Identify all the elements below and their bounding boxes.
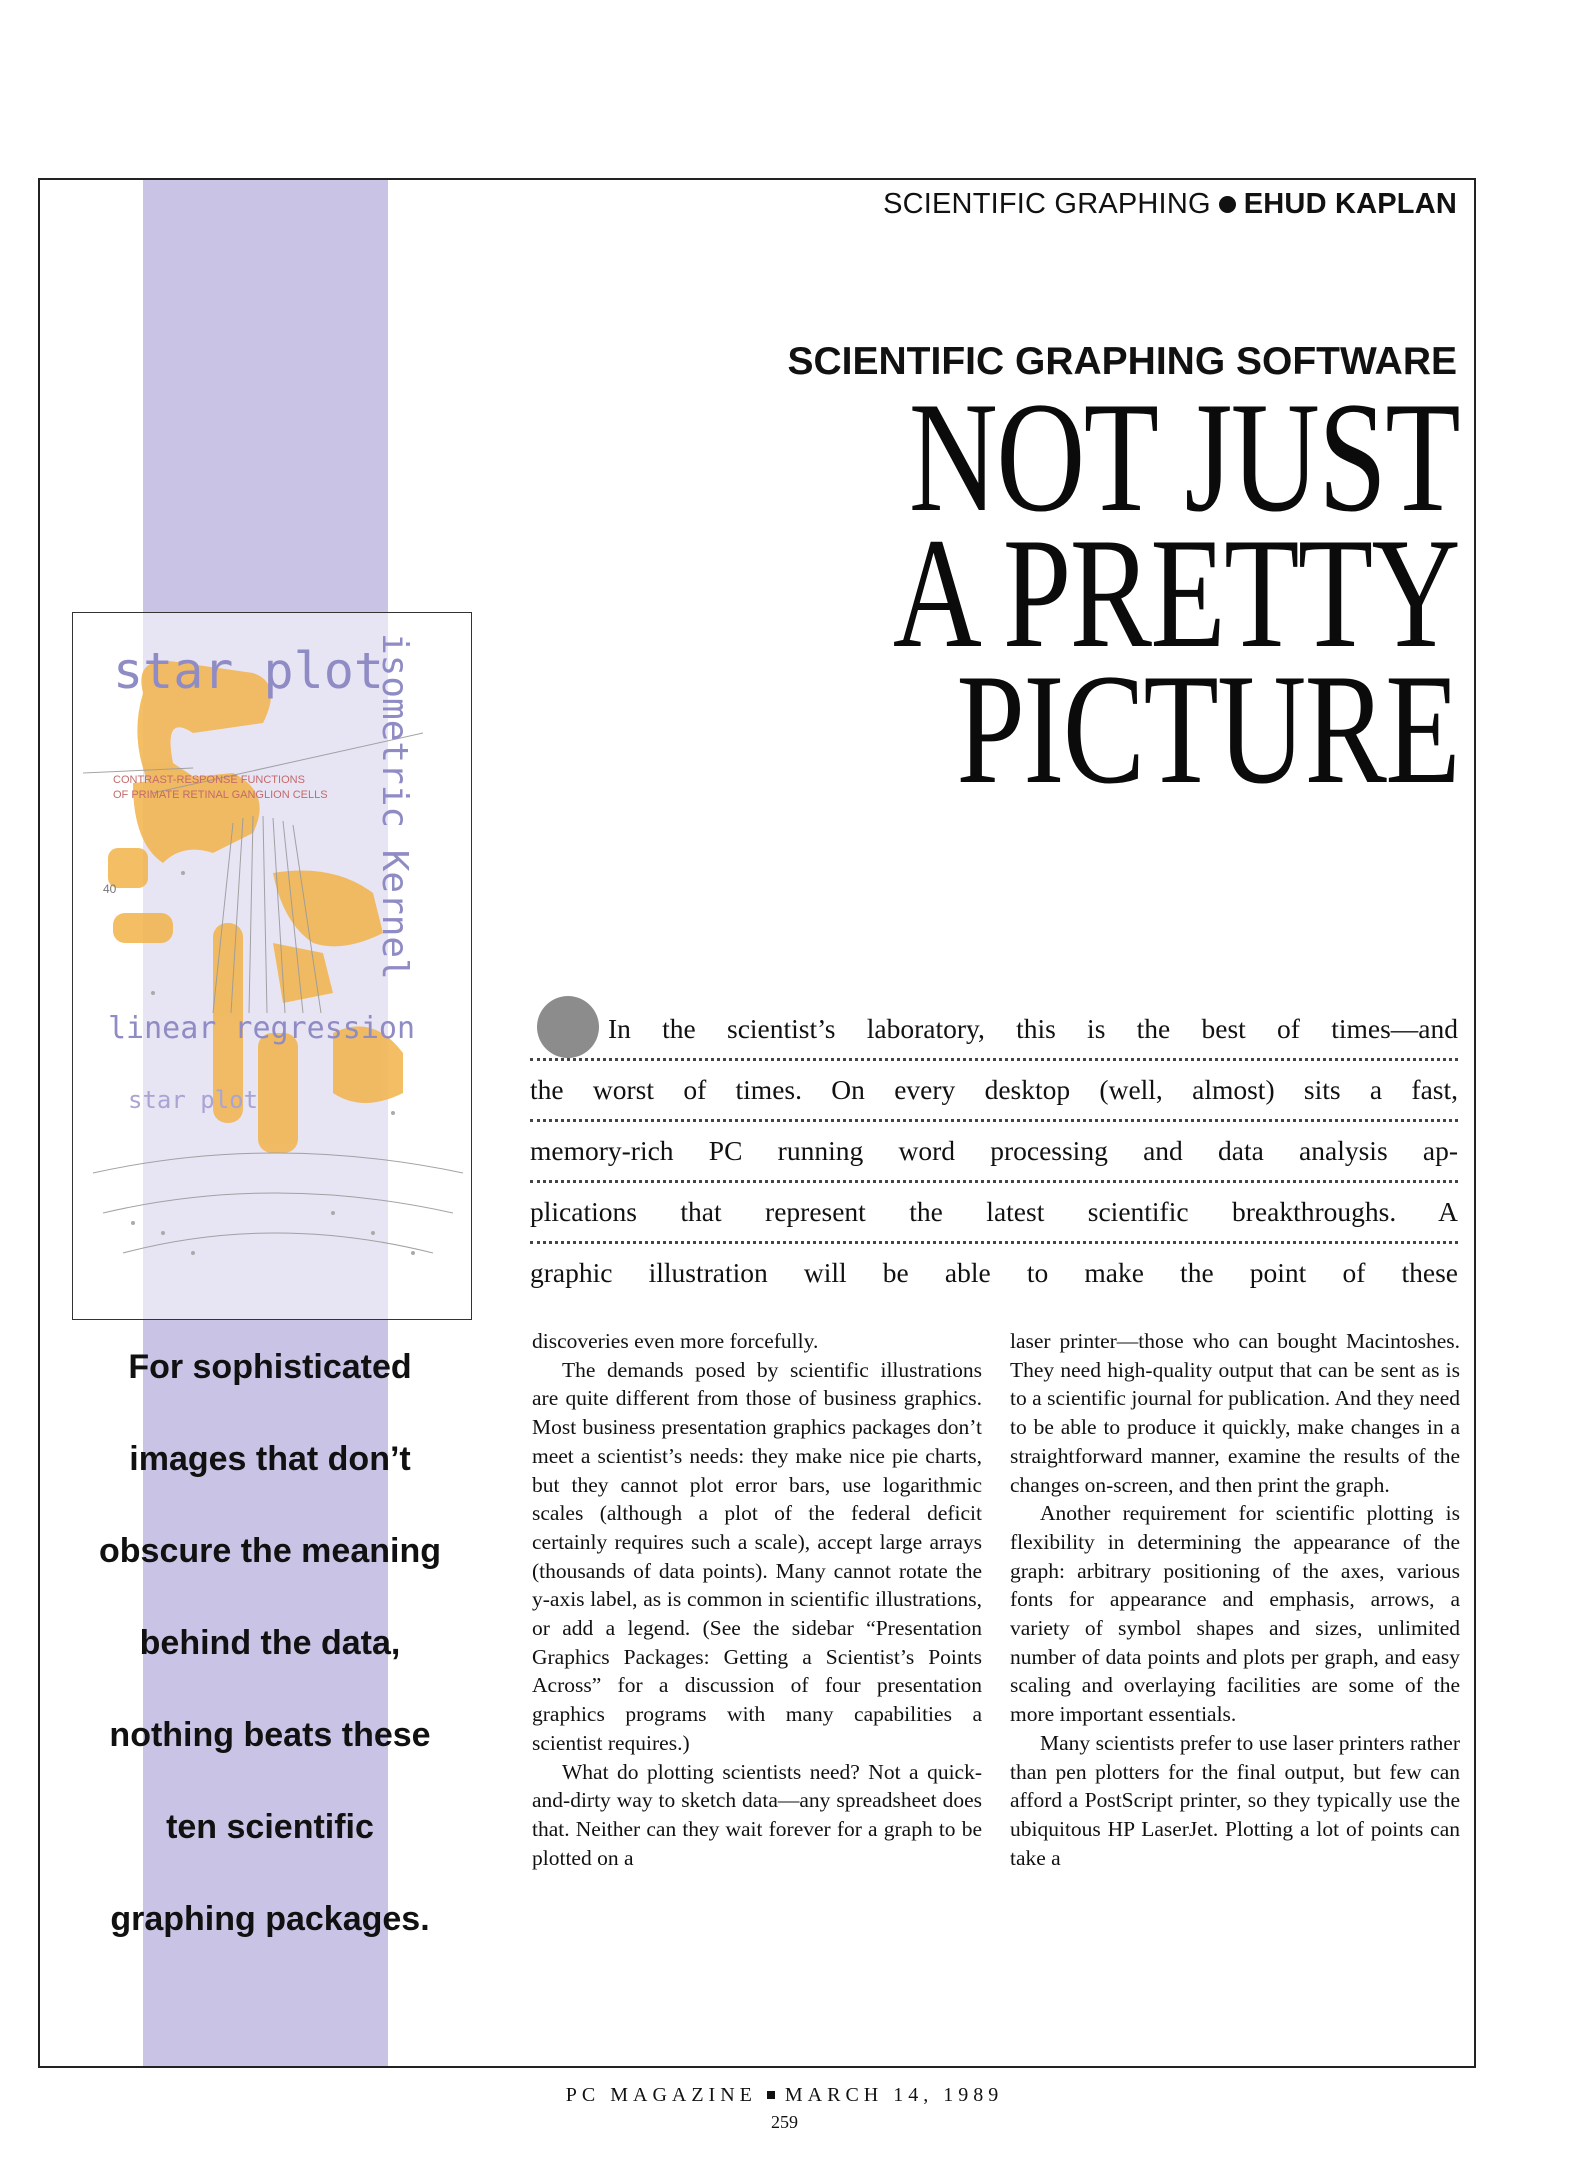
body-column-2 xyxy=(1010,1327,1460,1872)
magazine-name: PC MAGAZINE xyxy=(565,2084,757,2106)
headline-line: A PRETTY xyxy=(892,506,1459,681)
pull-quote-line: ten scientific xyxy=(166,1808,374,1846)
bullet-dot-icon xyxy=(1219,196,1236,213)
section-rubric xyxy=(883,188,1457,221)
section-name: SCIENTIFIC GRAPHING xyxy=(883,188,1211,220)
body-paragraph: What do plotting scientists need? Not a quick-and-dirty way to sketch data—any spreadsheet does that. Neither can they wait forever for a graph to be plotted on a xyxy=(532,1759,982,1870)
footer-square-icon xyxy=(767,2091,775,2099)
headline-line: NOT JUST xyxy=(908,370,1459,545)
pull-quote xyxy=(50,1340,490,1984)
page-number: 259 xyxy=(771,2112,798,2132)
intro-line: memory-rich PC running word processing and data analysis ap- xyxy=(530,1122,1458,1183)
intro-line: the worst of times. On every desktop (well, almost) sits a fast, xyxy=(530,1061,1458,1122)
pull-quote-line: images that don’t xyxy=(129,1440,411,1478)
pull-quote-line: nothing beats these xyxy=(109,1716,431,1754)
page-footer xyxy=(0,2084,1569,2107)
body-paragraph: discoveries even more forcefully. xyxy=(532,1329,819,1353)
body-paragraph: laser printer—those who can bought Macintoshes. They need high-quality output that can be sent as is to a scientific journal for publication. And they need to be able to produce it quickly, make changes in a straightforward manner, examine the results of the changes on-screen, and then print the graph. xyxy=(1010,1329,1460,1497)
graph-montage-figure xyxy=(72,612,472,1320)
intro-paragraph xyxy=(530,1000,1458,1305)
isometric-label: isometric Kernel xyxy=(374,633,415,980)
article-headline xyxy=(851,370,1459,817)
intro-line: graphic illustration will be able to make the point of these xyxy=(530,1257,1458,1288)
body-column-1 xyxy=(532,1327,982,1872)
intro-bullet-icon xyxy=(537,996,599,1058)
pull-quote-line: For sophisticated xyxy=(128,1348,412,1386)
intro-line: plications that represent the latest scientific breakthroughs. A xyxy=(530,1183,1458,1244)
intro-line: In the scientist’s laboratory, this is the best of times—and xyxy=(530,1000,1458,1061)
star-plot-small-label: star plot xyxy=(128,1086,259,1114)
body-paragraph: Many scientists prefer to use laser printers rather than pen plotters for the final output, but few can afford a PostScript printer, so they typically use the ubiquitous HP LaserJet. Plotting a lot of points can take a xyxy=(1010,1730,1460,1870)
article-kicker: SCIENTIFIC GRAPHING SOFTWARE xyxy=(787,340,1457,383)
linear-regression-label: linear regression xyxy=(108,1011,416,1046)
contrast-title-2: OF PRIMATE RETINAL GANGLION CELLS xyxy=(113,789,328,801)
pull-quote-line: obscure the meaning xyxy=(99,1532,441,1570)
orange-blobs xyxy=(108,661,403,1153)
pull-quote-line: behind the data, xyxy=(139,1624,401,1662)
axis-tick-40: 40 xyxy=(103,882,117,896)
graph-montage-art xyxy=(73,613,472,1320)
body-paragraph: The demands posed by scientific illustrations are quite different from those of business graphics. Most business presentation graphics packages don’t meet a scientist’s needs: they make nice pie charts, but they cannot plot error bars, use logarithmic scales (although a plot of the federal deficit certainly requires such a scale), accept large arrays (thousands of data points). Many cannot rotate the y-axis label, as is common in scientific illustrations, or add a legend. (See the sidebar “Presentation Graphics Packages: Getting a Scientist’s Points Across” for a discussion of four presentation graphics programs with many capabilities a scientist requires.) xyxy=(532,1357,982,1755)
contrast-title-1: CONTRAST-RESPONSE FUNCTIONS xyxy=(113,774,305,786)
pull-quote-line: graphing packages. xyxy=(110,1900,430,1938)
body-paragraph: Another requirement for scientific plotting is flexibility in determining the appearance of the graph: arbitrary positioning of the axes, various fonts for appearance and emphasis, arrows, a variety of symbol shapes and sizes, unlimited number of data points and plots per graph, and easy scaling and overlaying facilities are some of the more important essentials. xyxy=(1010,1501,1460,1727)
issue-date: MARCH 14, 1989 xyxy=(784,2084,1004,2106)
headline-line: PICTURE xyxy=(956,642,1459,817)
author-name: EHUD KAPLAN xyxy=(1243,188,1457,220)
star-plot-label: star plot xyxy=(113,642,384,700)
